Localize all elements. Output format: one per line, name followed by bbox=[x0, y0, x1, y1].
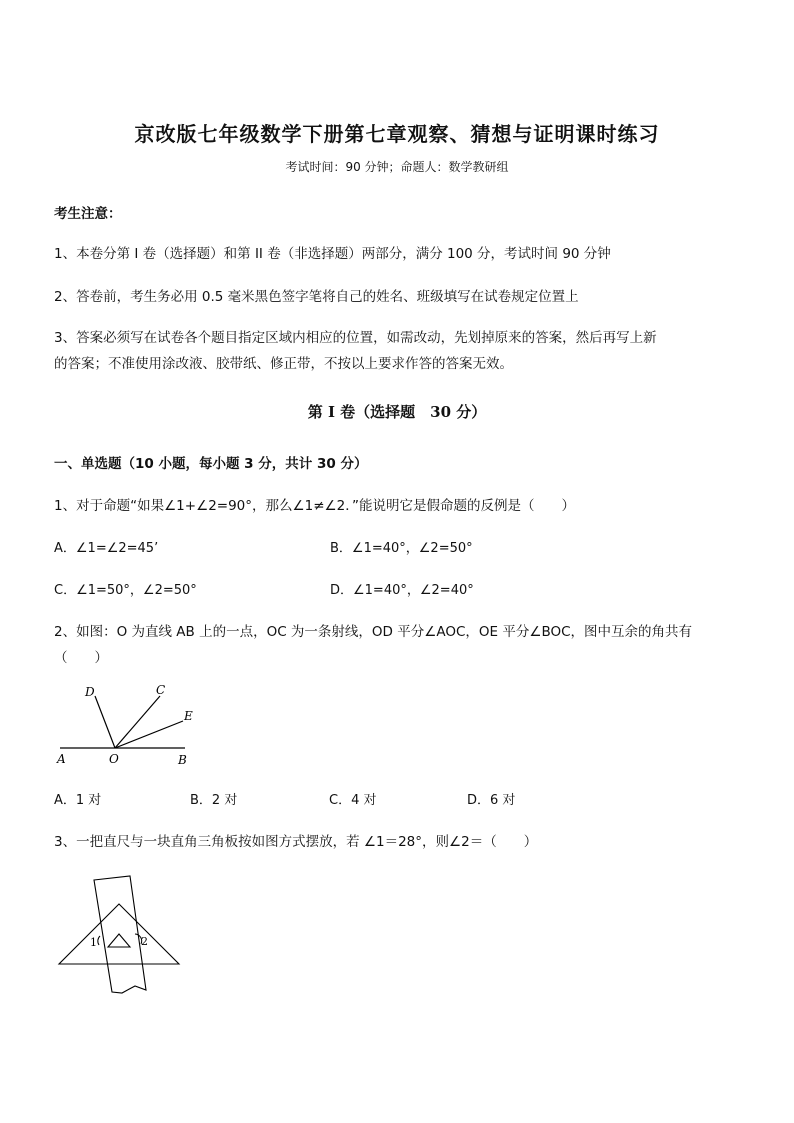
label-a: A bbox=[57, 752, 66, 766]
question-2-option-a: A．1 对 bbox=[54, 793, 102, 808]
question-2-figure bbox=[45, 676, 205, 772]
angle-2-label: 2 bbox=[141, 935, 148, 948]
angle-1-arc bbox=[98, 936, 100, 945]
label-e: E bbox=[184, 709, 193, 723]
notice-heading: 考生注意： bbox=[54, 206, 122, 222]
notice-item-1: 1、本卷分第 I 卷（选择题）和第 II 卷（非选择题）两部分，满分 100 分，考试时间 90 分钟 bbox=[54, 246, 611, 262]
question-2-option-c: C．4 对 bbox=[329, 793, 377, 808]
page-title: 京改版七年级数学下册第七章观察、猜想与证明课时练习 bbox=[134, 122, 660, 146]
question-2-option-b: B．2 对 bbox=[190, 793, 238, 808]
exam-info: 考试时间：90 分钟；命题人：数学教研组 bbox=[285, 160, 509, 174]
question-1-option-a: A．∠1=∠2=45’ bbox=[54, 541, 159, 556]
question-1-option-d: D．∠1=40°，∠2=40° bbox=[330, 583, 474, 598]
notice-item-3-cont: 的答案；不准使用涂改液、胶带纸、修正带，不按以上要求作答的答案无效。 bbox=[54, 356, 513, 372]
question-2-option-d: D．6 对 bbox=[467, 793, 516, 808]
question-1-stem: 1、对于命题“如果∠1+∠2=90°，那么∠1≠∠2．”能说明它是假命题的反例是（ ） bbox=[54, 498, 575, 514]
question-3-stem: 3、一把直尺与一块直角三角板按如图方式摆放，若 ∠1＝28°，则∠2＝（ ） bbox=[54, 834, 538, 850]
triangle-inner bbox=[108, 934, 130, 947]
ray-od bbox=[95, 696, 115, 748]
question-2-stem: 2、如图：O 为直线 AB 上的一点，OC 为一条射线，OD 平分∠AOC，OE 平分∠BOC，图中互余的角共有 bbox=[54, 624, 693, 640]
angle-1-label: 1 bbox=[90, 936, 97, 949]
label-b: B bbox=[178, 753, 187, 767]
section-title: 第 I 卷（选择题 30 分） bbox=[307, 403, 487, 421]
question-3-figure bbox=[50, 870, 190, 1000]
question-1-option-b: B．∠1=40°，∠2=50° bbox=[330, 541, 473, 556]
question-1-option-c: C．∠1=50°，∠2=50° bbox=[54, 583, 197, 598]
label-c: C bbox=[156, 683, 166, 697]
notice-item-2: 2、答卷前，考生务必用 0.5 毫米黑色签字笔将自己的姓名、班级填写在试卷规定位置上 bbox=[54, 289, 579, 305]
question-2-stem-cont: （ ） bbox=[54, 650, 108, 666]
label-o: O bbox=[109, 752, 119, 766]
label-d: D bbox=[85, 685, 95, 699]
part-heading: 一、单选题（10 小题，每小题 3 分，共计 30 分） bbox=[54, 456, 368, 472]
notice-item-3: 3、答案必须写在试卷各个题目指定区域内相应的位置，如需改动，先划掉原来的答案，然后再写上新 bbox=[54, 330, 657, 346]
ray-oe bbox=[115, 721, 183, 748]
ray-oc bbox=[115, 696, 160, 748]
